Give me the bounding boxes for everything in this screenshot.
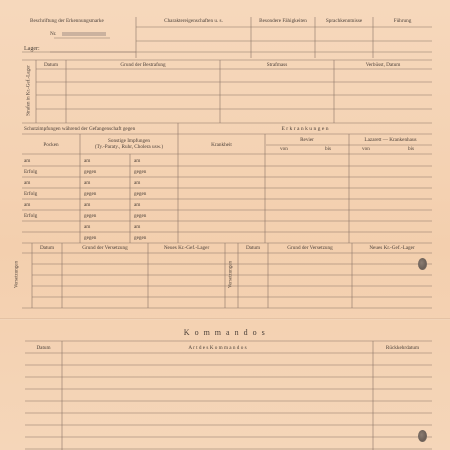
versetz-left-col-neues: Neues Kr.-Gef.-Lager <box>163 245 210 251</box>
impf-row-8-c: gegen <box>134 235 147 241</box>
punch-hole-upper <box>418 258 427 270</box>
label-lager: Lager: <box>24 46 40 52</box>
impf-row-2-b: gegen <box>84 169 97 175</box>
label-charakter: Charaktereigenschaften u. s. <box>164 18 223 24</box>
strafen-side-label: Strafen in Kr.-Gef.-Lager <box>26 65 32 116</box>
impf-row-4-c: gegen <box>134 191 147 197</box>
paper-fold <box>0 318 450 320</box>
nr-stamp-mark <box>62 32 106 36</box>
versetz-left-col-datum: Datum <box>39 245 55 251</box>
erkrankungen-col-krankheit: Krankheit <box>211 142 232 148</box>
revier-bis: bis <box>325 146 332 152</box>
lazarett-bis: bis <box>408 146 415 152</box>
impf-row-6-b: gegen <box>84 213 97 219</box>
strafen-col-verbuesst: Verbüsst, Datum <box>365 62 401 68</box>
versetz-right-col-datum: Datum <box>245 245 261 251</box>
impf-row-2-a: Erfolg <box>24 169 38 175</box>
kommandos-col-art: A r t d e s K o m m a n d o s <box>188 345 247 351</box>
erkrankungen-col-lazarett: Lazarett — Krankenhaus <box>364 137 417 143</box>
label-beschriftung: Beschriftung der Erkennungsmarke <box>30 18 104 24</box>
impf-row-1-b: am <box>84 158 91 164</box>
impf-row-1-c: am <box>134 158 141 164</box>
impfungen-col-pocken: Pocken <box>43 142 59 148</box>
revier-von: von <box>280 146 288 152</box>
label-nr: Nr. <box>50 31 57 37</box>
impf-row-6-a: Erfolg <box>24 213 38 219</box>
strafen-col-grund: Grund der Bestrafung <box>120 62 166 68</box>
label-fuehrung: Führung <box>393 18 412 24</box>
impf-row-2-c: gegen <box>134 169 147 175</box>
label-sprach: Sprachkenntnisse <box>325 18 363 24</box>
label-faehigkeiten: Besondere Fähigkeiten <box>259 18 307 24</box>
versetzungen-side-label-left: Versetzungen <box>14 261 20 288</box>
versetz-right-col-neues: Neues Kr.-Gef.-Lager <box>369 245 415 251</box>
kommandos-col-datum: Datum <box>36 345 51 351</box>
impfungen-col-sonstige-sub: (Ty.-Paraty., Ruhr, Cholera usw.) <box>94 144 164 150</box>
impf-row-8-b: gegen <box>84 235 97 241</box>
impf-row-5-b: am <box>84 202 91 208</box>
impf-row-6-c: gegen <box>134 213 147 219</box>
impf-row-5-c: am <box>134 202 141 208</box>
versetz-left-col-grund: Grund der Versetzung <box>82 245 128 251</box>
impf-row-7-c: am <box>134 224 141 230</box>
kommandos-col-rueck: Rückkehrdatum <box>385 345 420 351</box>
strafen-col-datum: Datum <box>43 62 59 68</box>
impf-row-7-b: am <box>84 224 91 230</box>
impf-row-1-a: am <box>24 158 31 164</box>
kommandos-title: K o m m a n d o s <box>183 328 267 337</box>
erkrankungen-title: E r k r a n k u n g e n <box>281 126 329 132</box>
impf-row-4-a: Erfolg <box>24 191 38 197</box>
impf-row-5-a: am <box>24 202 31 208</box>
versetzungen-side-label-right: Versetzungen <box>228 261 234 288</box>
impfungen-title: Schutzimpfungen während der Gefangenschaft gegen <box>24 126 136 132</box>
impf-row-3-a: am <box>24 180 31 186</box>
impf-row-4-b: gegen <box>84 191 97 197</box>
versetz-right-col-grund: Grund der Versetzung <box>287 245 333 251</box>
impfungen-col-sonstige: Sonstige Impfungen <box>108 138 150 144</box>
erkrankungen-col-revier: Revier <box>300 137 314 143</box>
punch-hole-lower <box>418 430 427 442</box>
strafen-col-strafmass: Strafmass <box>266 62 288 68</box>
lazarett-von: von <box>362 146 370 152</box>
impf-row-3-b: am <box>84 180 91 186</box>
impf-row-3-c: am <box>134 180 141 186</box>
